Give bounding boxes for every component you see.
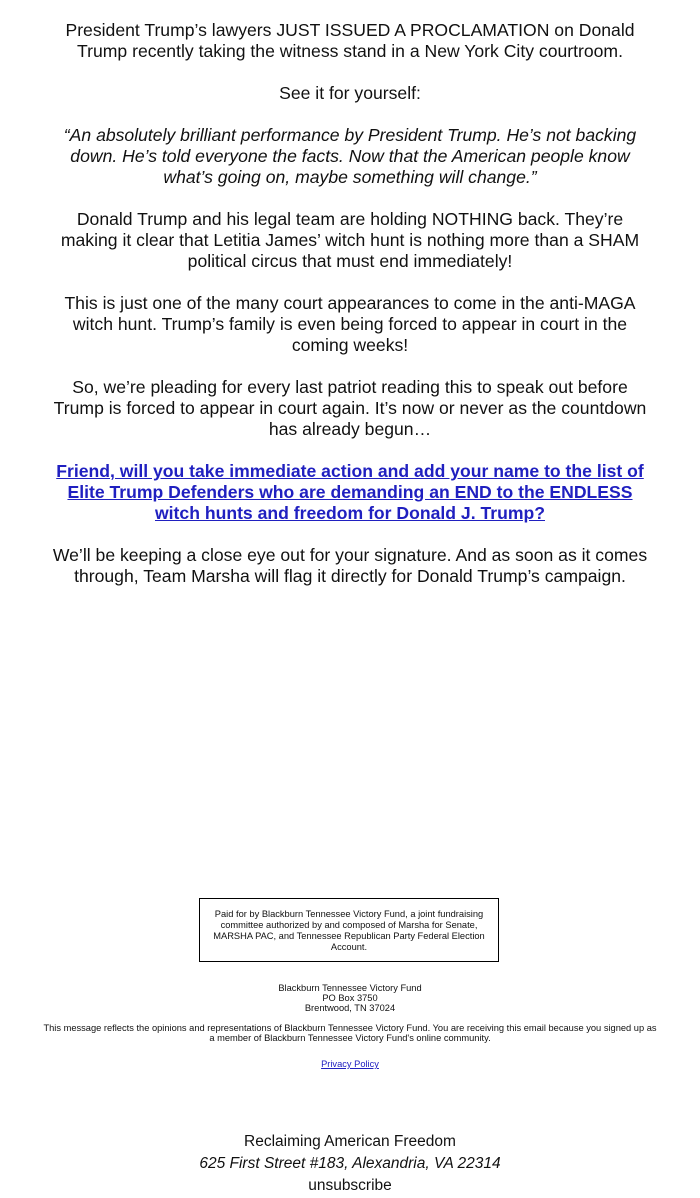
privacy-section: [0, 1058, 700, 1070]
pleading-paragraph: So, we’re pleading for every last patriot reading this to speak out before Trump is forced to appear in court again. It’s now or never as the countdown has already begun…: [53, 377, 647, 439]
unsubscribe-link[interactable]: unsubscribe: [308, 1177, 392, 1194]
privacy-policy-link[interactable]: Privacy Policy: [321, 1059, 379, 1069]
footer-org: Reclaiming American Freedom: [244, 1133, 456, 1150]
footer: [0, 1131, 700, 1197]
quote-paragraph: “An absolutely brilliant performance by President Trump. He’s not backing down. He’s told everyone the facts. Now that the American people know what’s going on, maybe something will change.”: [63, 125, 637, 187]
email-body: [50, 20, 650, 608]
add-name-link[interactable]: Friend, will you take immediate action and add your name to the list of Elite Trump Defenders who are demanding an END to the ENDLESS witch hunts and freedom for Donald J. Trump?: [56, 461, 644, 523]
email-notice: This message reflects the opinions and representations of Blackburn Tennessee Victory Fund. You are receiving this email because you signed up as a member of Blackburn Tennessee Victory Fund's online community.: [43, 1023, 657, 1043]
cta-paragraph: [50, 461, 650, 524]
mailing-city: Brentwood, TN 37024: [304, 1003, 396, 1013]
see-it-paragraph: See it for yourself:: [279, 83, 421, 103]
intro-paragraph: President Trump’s lawyers JUST ISSUED A PROCLAMATION on Donald Trump recently taking the witness stand in a New York City courtroom.: [65, 20, 635, 61]
mailing-address: [0, 983, 700, 1013]
court-appearances-paragraph: This is just one of the many court appearances to come in the anti-MAGA witch hunt. Trump’s family is even being forced to appear in court in the coming weeks!: [64, 293, 636, 355]
footer-address: 625 First Street #183, Alexandria, VA 22314: [199, 1155, 501, 1172]
mailing-org: Blackburn Tennessee Victory Fund: [278, 983, 422, 993]
paid-for-disclaimer: Paid for by Blackburn Tennessee Victory Fund, a joint fundraising committee authorized by and composed of Marsha for Senate, MARSHA PAC, and Tennessee Republican Party Federal Election Account.: [199, 898, 499, 962]
mailing-po-box: PO Box 3750: [322, 993, 378, 1003]
legal-team-paragraph: Donald Trump and his legal team are holding NOTHING back. They’re making it clear that Letitia James’ witch hunt is nothing more than a SHAM political circus that must end immediately!: [60, 209, 640, 271]
signature-paragraph: We’ll be keeping a close eye out for your signature. And as soon as it comes through, Team Marsha will flag it directly for Donald Trump’s campaign.: [52, 545, 648, 586]
